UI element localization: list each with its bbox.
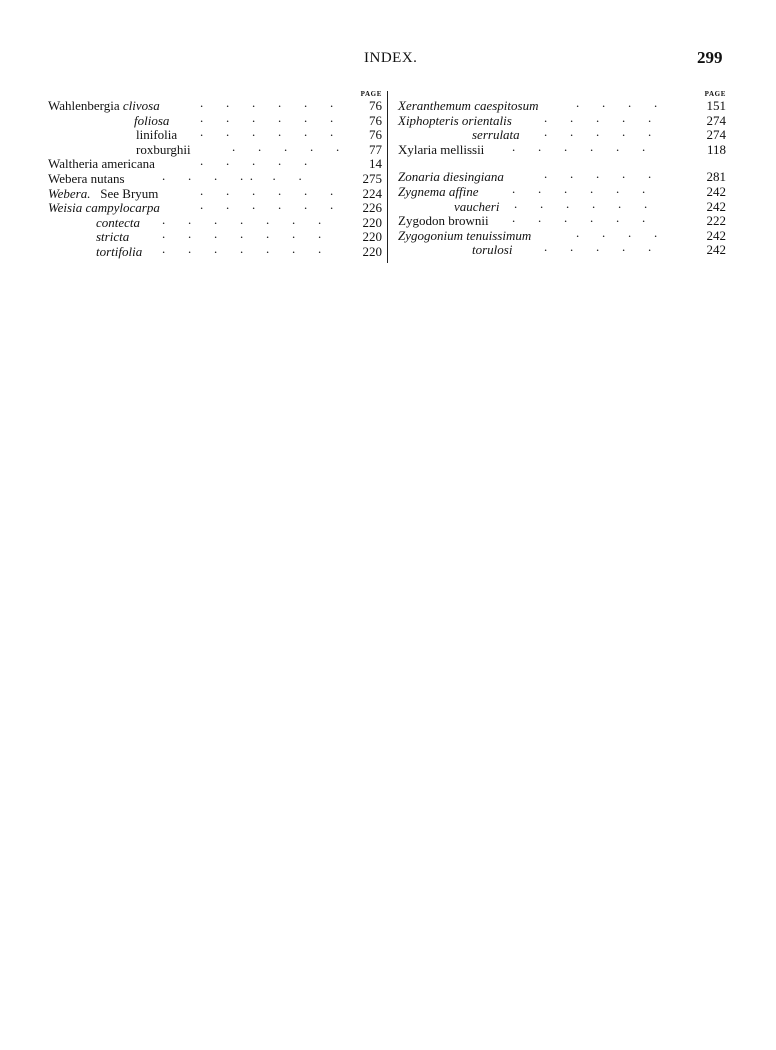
page-ref: 281 <box>706 169 726 185</box>
index-entry <box>396 210 726 229</box>
dot-leader: . . . . . . <box>200 124 334 140</box>
genus-name: Wahlenbergia <box>48 98 120 113</box>
page-ref: 14 <box>369 156 382 172</box>
species-name: linifolia <box>136 127 178 143</box>
genus-name: Xylaria <box>398 141 437 157</box>
dot-leader: . . . . . <box>544 124 652 140</box>
page-number: 299 <box>697 48 723 67</box>
species-name: affine <box>448 183 479 199</box>
species-name: serrulata <box>472 127 520 143</box>
genus-name: Zygnema <box>398 183 446 199</box>
index-entry <box>396 239 726 258</box>
dot-leader: . . . . . <box>232 138 340 154</box>
page-header <box>0 50 776 70</box>
species-name: torulosi <box>472 242 513 258</box>
index-entry <box>48 240 382 260</box>
dot-leader: . . . . . . . <box>162 167 302 183</box>
genus-name: Xeranthemum <box>398 98 471 113</box>
page-ref: 242 <box>706 227 726 243</box>
species-name: mellissii <box>440 141 485 157</box>
dot-leader: . . . . <box>576 95 658 110</box>
page-column-label: PAGE <box>360 90 382 98</box>
genus-name: Zonaria <box>398 169 440 185</box>
species-name: tenuissimum <box>466 227 532 243</box>
page-ref: 77 <box>369 141 382 157</box>
page-ref: 275 <box>362 170 382 186</box>
species-name: tortifolia <box>96 243 143 259</box>
species-name: clivosa <box>122 98 160 113</box>
dot-leader: . . . . . . <box>512 180 646 196</box>
page-ref: 274 <box>706 112 726 128</box>
dot-leader: . . . . . . <box>200 95 334 110</box>
species-name: campylocarpa <box>85 200 160 216</box>
dot-leader: . . . . . . <box>200 109 334 125</box>
species-name: roxburghii <box>136 141 191 157</box>
page-ref: 242 <box>706 183 726 199</box>
page-title: INDEX. <box>364 50 418 66</box>
dot-leader: . . . . . . <box>514 195 648 211</box>
dot-leader: . . . . . <box>200 153 308 169</box>
species-name: orientalis <box>461 112 512 128</box>
species-name: caespitosum <box>474 98 539 113</box>
species-name: vaucheri <box>454 198 500 214</box>
dot-leader: . . . . . . . <box>162 211 322 227</box>
genus-name: Zygodon <box>398 213 445 229</box>
species-name: foliosa <box>134 112 170 128</box>
species-name: brownii <box>448 213 489 229</box>
page-ref: 222 <box>706 213 726 229</box>
dot-leader: . . . . . <box>544 166 652 182</box>
page-ref: 118 <box>706 141 726 157</box>
index-entry <box>396 138 726 158</box>
species-name: nutans <box>90 170 125 186</box>
dot-leader: . . . . . . <box>200 182 334 198</box>
species-name: diesingiana <box>443 169 504 185</box>
page-ref: 220 <box>362 214 382 230</box>
genus-name: Zygogonium <box>398 227 463 243</box>
page-ref: 226 <box>362 200 382 216</box>
genus-name: Xiphopteris <box>398 112 459 128</box>
page-ref: 224 <box>362 185 382 201</box>
index-column-left <box>48 90 382 260</box>
genus-name: Weisia <box>48 200 83 216</box>
genus-name: Webera <box>48 170 88 186</box>
page-ref: 242 <box>706 198 726 214</box>
page-ref: 76 <box>369 98 382 113</box>
genus-name: Webera. <box>48 185 91 201</box>
genus-name: Waltheria <box>48 156 99 172</box>
page-ref: 242 <box>706 242 726 258</box>
dot-leader: . . . . . . <box>512 210 646 226</box>
species-name: contecta <box>96 214 141 230</box>
page-ref: 151 <box>706 98 726 113</box>
page-column-label: PAGE <box>704 90 726 98</box>
page-ref: 220 <box>362 229 382 245</box>
species-name: americana <box>101 156 155 172</box>
page-ref: 220 <box>362 243 382 259</box>
dot-leader: . . . . . . . <box>162 226 322 242</box>
dot-leader: . . . . <box>576 224 658 240</box>
dot-leader: . . . . . . <box>200 197 334 213</box>
index-column-right <box>396 90 726 258</box>
species-name: stricta <box>96 229 130 245</box>
page-ref: 76 <box>369 112 382 128</box>
dot-leader: . . . . . <box>544 109 652 125</box>
page-ref: 274 <box>706 127 726 143</box>
dot-leader: . . . . . . <box>512 138 646 154</box>
cross-reference: See Bryum <box>100 185 159 201</box>
dot-leader: . . . . . <box>544 239 652 255</box>
column-divider <box>387 91 388 263</box>
page-ref: 76 <box>369 127 382 143</box>
dot-leader: . . . . . . . <box>162 240 322 256</box>
